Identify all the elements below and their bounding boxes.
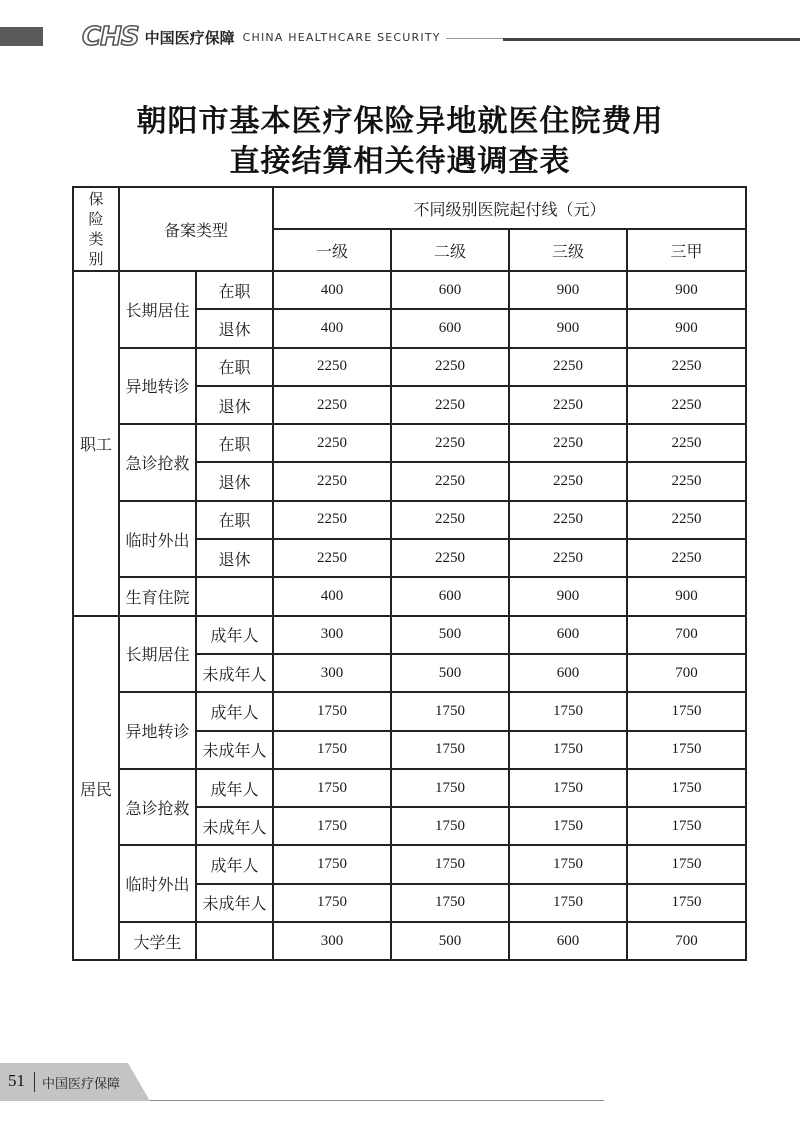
threshold-value-cell: 500 — [391, 616, 509, 654]
threshold-value-cell: 2250 — [391, 348, 509, 386]
threshold-value-cell: 2250 — [273, 462, 391, 500]
insurance-type-cell: 职工 — [73, 271, 119, 616]
threshold-value-cell: 700 — [627, 922, 746, 960]
threshold-value-cell: 1750 — [627, 731, 746, 769]
filing-subtype-cell: 在职 — [196, 348, 273, 386]
threshold-value-cell: 900 — [627, 577, 746, 615]
threshold-value-cell: 900 — [627, 271, 746, 309]
threshold-value-cell: 1750 — [273, 692, 391, 730]
footer-brand: 中国医疗保障 — [42, 1077, 121, 1092]
insurance-type-cell: 居民 — [73, 616, 119, 961]
threshold-value-cell: 1750 — [391, 884, 509, 922]
threshold-value-cell: 600 — [509, 654, 627, 692]
threshold-value-cell: 1750 — [391, 692, 509, 730]
filing-subtype-cell — [196, 922, 273, 960]
threshold-value-cell: 500 — [391, 654, 509, 692]
threshold-value-cell: 2250 — [509, 348, 627, 386]
filing-subtype-cell: 未成年人 — [196, 807, 273, 845]
filing-subtype-cell: 成年人 — [196, 692, 273, 730]
threshold-value-cell: 300 — [273, 654, 391, 692]
header-level: 三级 — [509, 229, 627, 271]
threshold-value-cell: 600 — [391, 309, 509, 347]
threshold-value-cell: 1750 — [509, 807, 627, 845]
filing-subtype-cell: 退休 — [196, 386, 273, 424]
threshold-value-cell: 2250 — [627, 348, 746, 386]
benefits-table — [72, 186, 747, 961]
threshold-value-cell: 1750 — [509, 769, 627, 807]
table-row — [73, 271, 746, 309]
threshold-value-cell: 700 — [627, 616, 746, 654]
header-logo — [82, 22, 441, 52]
filing-subtype-cell: 在职 — [196, 501, 273, 539]
threshold-value-cell: 300 — [273, 616, 391, 654]
header-brand-en: CHINA HEALTHCARE SECURITY — [242, 30, 441, 44]
filing-category-cell: 急诊抢救 — [119, 769, 196, 846]
page-number: 51 — [8, 1071, 25, 1090]
threshold-value-cell: 400 — [273, 271, 391, 309]
table-row — [73, 845, 746, 883]
threshold-value-cell: 2250 — [509, 539, 627, 577]
page-title-line1: 朝阳市基本医疗保险异地就医住院费用 — [136, 104, 664, 139]
filing-subtype-cell: 未成年人 — [196, 884, 273, 922]
threshold-value-cell: 1750 — [627, 884, 746, 922]
table-row — [73, 922, 746, 960]
threshold-value-cell: 2250 — [509, 462, 627, 500]
header-level: 三甲 — [627, 229, 746, 271]
threshold-value-cell: 300 — [273, 922, 391, 960]
filing-subtype-cell: 未成年人 — [196, 731, 273, 769]
threshold-value-cell: 2250 — [391, 386, 509, 424]
threshold-value-cell: 900 — [627, 309, 746, 347]
table-row — [73, 501, 746, 539]
footer-divider — [34, 1072, 35, 1092]
threshold-value-cell: 2250 — [509, 501, 627, 539]
header-brand-cn: 中国医疗保障 — [144, 28, 235, 47]
filing-subtype-cell — [196, 577, 273, 615]
filing-subtype-cell: 未成年人 — [196, 654, 273, 692]
threshold-value-cell: 1750 — [627, 807, 746, 845]
table-row — [73, 348, 746, 386]
threshold-value-cell: 2250 — [509, 386, 627, 424]
filing-subtype-cell: 成年人 — [196, 769, 273, 807]
threshold-value-cell: 1750 — [273, 845, 391, 883]
table-row — [73, 616, 746, 654]
header-level: 二级 — [391, 229, 509, 271]
threshold-value-cell: 1750 — [509, 884, 627, 922]
threshold-value-cell: 2250 — [391, 539, 509, 577]
threshold-value-cell: 2250 — [273, 424, 391, 462]
filing-subtype-cell: 退休 — [196, 462, 273, 500]
header-accent-block — [0, 27, 43, 46]
header-filing-type: 备案类型 — [119, 187, 273, 271]
threshold-value-cell: 2250 — [391, 424, 509, 462]
threshold-value-cell: 600 — [509, 922, 627, 960]
threshold-value-cell: 1750 — [391, 807, 509, 845]
threshold-value-cell: 400 — [273, 309, 391, 347]
threshold-value-cell: 1750 — [391, 845, 509, 883]
filing-subtype-cell: 成年人 — [196, 845, 273, 883]
threshold-value-cell: 500 — [391, 922, 509, 960]
filing-category-cell: 异地转诊 — [119, 692, 196, 769]
threshold-value-cell: 900 — [509, 309, 627, 347]
threshold-value-cell: 700 — [627, 654, 746, 692]
header-threshold: 不同级别医院起付线（元） — [273, 187, 746, 229]
threshold-value-cell: 900 — [509, 577, 627, 615]
threshold-value-cell: 2250 — [627, 462, 746, 500]
header-rule-thick — [503, 38, 800, 41]
threshold-value-cell: 1750 — [273, 769, 391, 807]
filing-category-cell: 急诊抢救 — [119, 424, 196, 501]
threshold-value-cell: 2250 — [627, 424, 746, 462]
page-title-line2: 直接结算相关待遇调查表 — [229, 144, 571, 179]
threshold-value-cell: 2250 — [509, 424, 627, 462]
filing-subtype-cell: 退休 — [196, 309, 273, 347]
threshold-value-cell: 2250 — [273, 348, 391, 386]
threshold-value-cell: 600 — [509, 616, 627, 654]
filing-subtype-cell: 成年人 — [196, 616, 273, 654]
threshold-value-cell: 1750 — [509, 731, 627, 769]
filing-category-cell: 长期居住 — [119, 271, 196, 348]
table-row — [73, 424, 746, 462]
table-row — [73, 577, 746, 615]
chs-logo-mark: CHS — [82, 22, 139, 52]
filing-category-cell: 大学生 — [119, 922, 196, 960]
filing-subtype-cell: 在职 — [196, 271, 273, 309]
table-head — [73, 187, 746, 271]
threshold-value-cell: 2250 — [273, 386, 391, 424]
header-rule-thin — [446, 38, 503, 39]
threshold-value-cell: 1750 — [627, 769, 746, 807]
footer-rule — [150, 1100, 604, 1101]
threshold-value-cell: 1750 — [509, 692, 627, 730]
threshold-value-cell: 1750 — [273, 807, 391, 845]
filing-category-cell: 生育住院 — [119, 577, 196, 615]
table-body — [73, 271, 746, 960]
threshold-value-cell: 1750 — [273, 731, 391, 769]
table-row — [73, 692, 746, 730]
threshold-value-cell: 2250 — [627, 501, 746, 539]
threshold-value-cell: 1750 — [273, 884, 391, 922]
header-insurance-type: 保险类别 — [73, 187, 119, 271]
header-level: 一级 — [273, 229, 391, 271]
threshold-value-cell: 400 — [273, 577, 391, 615]
threshold-value-cell: 1750 — [627, 692, 746, 730]
threshold-value-cell: 1750 — [391, 731, 509, 769]
threshold-value-cell: 2250 — [391, 462, 509, 500]
threshold-value-cell: 2250 — [391, 501, 509, 539]
filing-category-cell: 长期居住 — [119, 616, 196, 693]
filing-subtype-cell: 退休 — [196, 539, 273, 577]
threshold-value-cell: 2250 — [273, 501, 391, 539]
table-row — [73, 769, 746, 807]
threshold-value-cell: 1750 — [627, 845, 746, 883]
filing-category-cell: 临时外出 — [119, 501, 196, 578]
threshold-value-cell: 2250 — [273, 539, 391, 577]
threshold-value-cell: 1750 — [391, 769, 509, 807]
threshold-value-cell: 2250 — [627, 386, 746, 424]
filing-category-cell: 临时外出 — [119, 845, 196, 922]
threshold-value-cell: 600 — [391, 271, 509, 309]
filing-subtype-cell: 在职 — [196, 424, 273, 462]
threshold-value-cell: 1750 — [509, 845, 627, 883]
threshold-value-cell: 2250 — [627, 539, 746, 577]
threshold-value-cell: 600 — [391, 577, 509, 615]
threshold-value-cell: 900 — [509, 271, 627, 309]
filing-category-cell: 异地转诊 — [119, 348, 196, 425]
